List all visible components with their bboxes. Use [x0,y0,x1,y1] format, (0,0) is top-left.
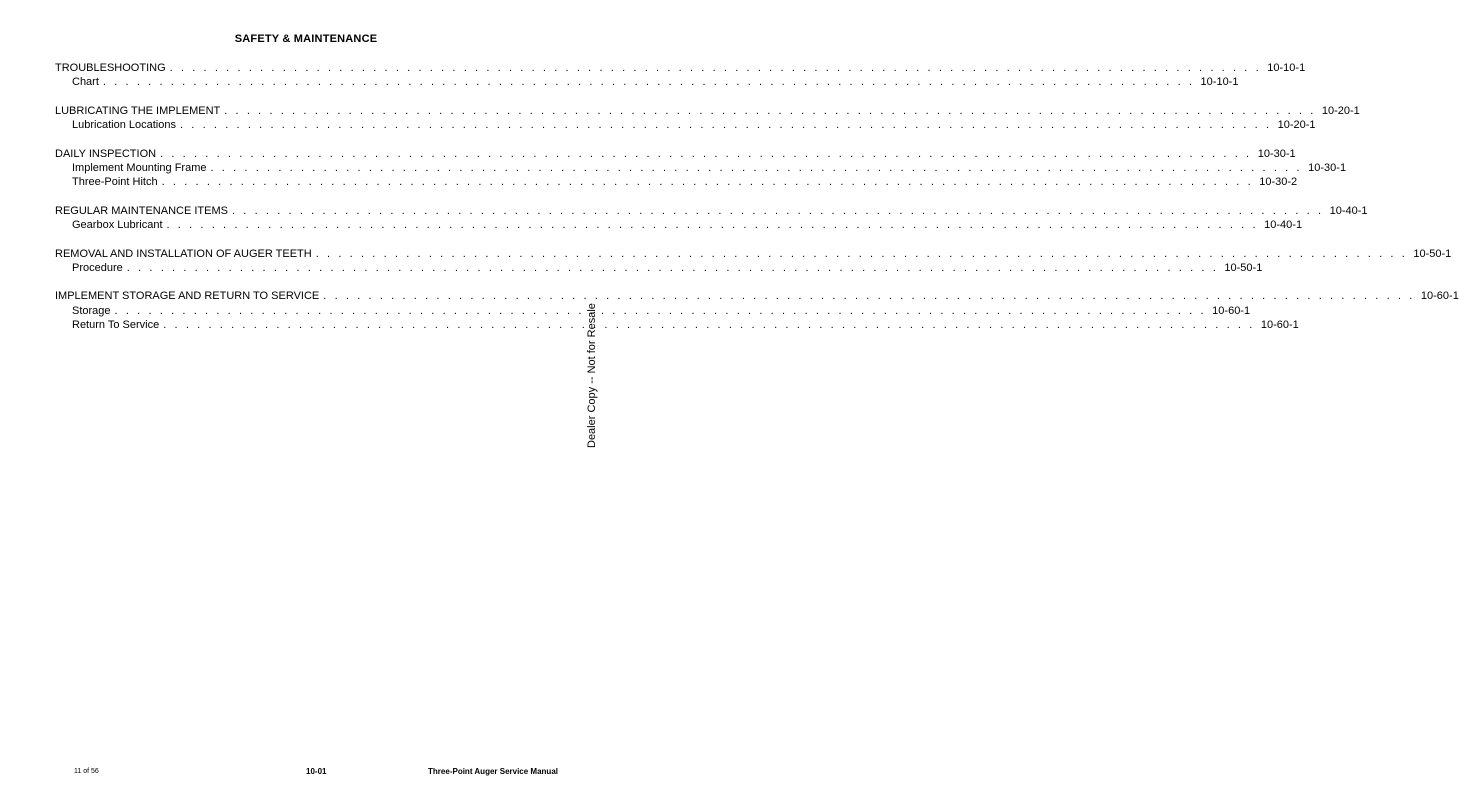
toc-subentry[interactable] [55,218,1303,232]
toc-subentry[interactable] [55,75,1239,89]
dot-leader: . . . . . . . . . . . . . . . . . . . . . . . . . . . . . . . . . . . . . . . . . . . . . . . . . . . . . . . . . . . . . . . . . . . . . . . . . . . . . . . . . . . . . . . . . . . . . . . . . [315,247,1408,260]
toc-section-lubricating [55,104,1360,133]
dot-leader: . . . . . . . . . . . . . . . . . . . . . . . . . . . . . . . . . . . . . . . . . . . . . . . . . . . . . . . . . . . . . . . . . . . . . . . . . . . . . . . . . . . . . . . . . . . . . . . . . [102,76,1195,89]
toc-subentry-page: 10-60-1 [1212,304,1251,317]
toc-entry-page: 10-10-1 [1267,62,1306,74]
toc-entry-label: DAILY INSPECTION [55,147,157,160]
toc-entry-page: 10-40-1 [1329,204,1368,217]
toc-subentry[interactable] [55,175,1298,189]
footer-manual-title: Three-Point Auger Service Manual [428,767,558,776]
toc-entry-page: 10-30-1 [1257,147,1296,160]
toc-subentry[interactable] [55,261,1263,275]
footer-page-count: 11 of 56 [74,768,99,775]
toc-subentry-page: 10-60-1 [1260,319,1299,332]
dealer-copy-watermark [586,303,600,448]
dot-leader: . . . . . . . . . . . . . . . . . . . . . . . . . . . . . . . . . . . . . . . . . . . . . . . . . . . . . . . . . . . . . . . . . . . . . . . . . . . . . . . . . . . . . . . . . . . . . . . . . [224,104,1316,117]
toc-subentry-page: 10-50-1 [1224,261,1263,274]
toc-entry-page: 10-50-1 [1413,247,1452,260]
toc-entry[interactable] [55,204,1368,218]
toc-subentry-label: Storage [72,304,111,317]
toc-entry-page: 10-60-1 [1420,290,1459,303]
toc-section-troubleshooting [55,61,1306,90]
dot-leader: . . . . . . . . . . . . . . . . . . . . . . . . . . . . . . . . . . . . . . . . . . . . . . . . . . . . . . . . . . . . . . . . . . . . . . . . . . . . . . . . . . . . . . . . . . . . . . . . . [126,261,1219,274]
toc-subentry-label: Procedure [72,261,123,274]
toc-section-storage [55,289,1459,332]
dot-leader: . . . . . . . . . . . . . . . . . . . . . . . . . . . . . . . . . . . . . . . . . . . . . . . . . . . . . . . . . . . . . . . . . . . . . . . . . . . . . . . . . . . . . . . . . . . . . . . . . [114,304,1207,317]
toc-entry[interactable] [55,61,1306,75]
toc-entry-label: IMPLEMENT STORAGE AND RETURN TO SERVICE [55,290,320,303]
toc-subentry-label: Chart [72,76,99,89]
dot-leader: . . . . . . . . . . . . . . . . . . . . . . . . . . . . . . . . . . . . . . . . . . . . . . . . . . . . . . . . . . . . . . . . . . . . . . . . . . . . . . . . . . . . . . . . . . . . . . . . . [163,319,1255,332]
page-title: SAFETY & MAINTENANCE [234,33,378,45]
toc-subentry[interactable] [55,318,1299,332]
table-of-contents [55,61,1459,346]
dot-leader: . . . . . . . . . . . . . . . . . . . . . . . . . . . . . . . . . . . . . . . . . . . . . . . . . . . . . . . . . . . . . . . . . . . . . . . . . . . . . . . . . . . . . . . . . . . . . . . . . [166,219,1259,232]
toc-subentry-page: 10-10-1 [1200,76,1239,89]
dot-leader: . . . . . . . . . . . . . . . . . . . . . . . . . . . . . . . . . . . . . . . . . . . . . . . . . . . . . . . . . . . . . . . . . . . . . . . . . . . . . . . . . . . . . . . . . . . . . . . . . [323,290,1415,303]
toc-subentry-page: 10-20-1 [1277,119,1316,132]
toc-entry[interactable] [55,104,1360,118]
dot-leader: . . . . . . . . . . . . . . . . . . . . . . . . . . . . . . . . . . . . . . . . . . . . . . . . . . . . . . . . . . . . . . . . . . . . . . . . . . . . . . . . . . . . . . . . . . . . . . . . . [169,62,1262,74]
toc-subentry-label: Three-Point Hitch [72,176,158,189]
toc-subentry-label: Implement Mounting Frame [72,161,207,174]
dot-leader: . . . . . . . . . . . . . . . . . . . . . . . . . . . . . . . . . . . . . . . . . . . . . . . . . . . . . . . . . . . . . . . . . . . . . . . . . . . . . . . . . . . . . . . . . . . . . . . . . [231,204,1324,217]
toc-subentry-page: 10-30-2 [1259,176,1298,189]
toc-entry-label: LUBRICATING THE IMPLEMENT [55,104,221,117]
toc-subentry[interactable] [55,161,1347,175]
toc-entry[interactable] [55,247,1452,261]
toc-subentry-label: Gearbox Lubricant [72,219,163,232]
toc-subentry-page: 10-30-1 [1308,161,1347,174]
toc-entry-label: TROUBLESHOOTING [55,62,166,74]
toc-entry-label: REGULAR MAINTENANCE ITEMS [55,204,228,217]
toc-subentry[interactable] [55,304,1251,318]
toc-entry[interactable] [55,147,1296,161]
toc-section-daily-inspection [55,147,1347,190]
dot-leader: . . . . . . . . . . . . . . . . . . . . . . . . . . . . . . . . . . . . . . . . . . . . . . . . . . . . . . . . . . . . . . . . . . . . . . . . . . . . . . . . . . . . . . . . . . . . . . . . . [210,161,1303,174]
toc-subentry-label: Return To Service [72,319,160,332]
toc-section-regular-maintenance [55,204,1368,233]
toc-entry[interactable] [55,289,1459,303]
footer-page-number: 10-01 [306,767,327,776]
dot-leader: . . . . . . . . . . . . . . . . . . . . . . . . . . . . . . . . . . . . . . . . . . . . . . . . . . . . . . . . . . . . . . . . . . . . . . . . . . . . . . . . . . . . . . . . . . . . . . . . . [161,176,1254,189]
toc-entry-page: 10-20-1 [1321,104,1360,117]
toc-subentry-label: Lubrication Locations [72,119,176,132]
watermark-text: Dealer Copy -- Not for Resale [586,303,598,448]
dot-leader: . . . . . . . . . . . . . . . . . . . . . . . . . . . . . . . . . . . . . . . . . . . . . . . . . . . . . . . . . . . . . . . . . . . . . . . . . . . . . . . . . . . . . . . . . . . . . . . . . [160,147,1252,160]
toc-subentry[interactable] [55,118,1316,132]
toc-entry-label: REMOVAL AND INSTALLATION OF AUGER TEETH [55,247,312,260]
dot-leader: . . . . . . . . . . . . . . . . . . . . . . . . . . . . . . . . . . . . . . . . . . . . . . . . . . . . . . . . . . . . . . . . . . . . . . . . . . . . . . . . . . . . . . . . . . . . . . . . . [179,119,1272,132]
toc-subentry-page: 10-40-1 [1264,219,1303,232]
toc-section-auger-teeth [55,247,1452,276]
